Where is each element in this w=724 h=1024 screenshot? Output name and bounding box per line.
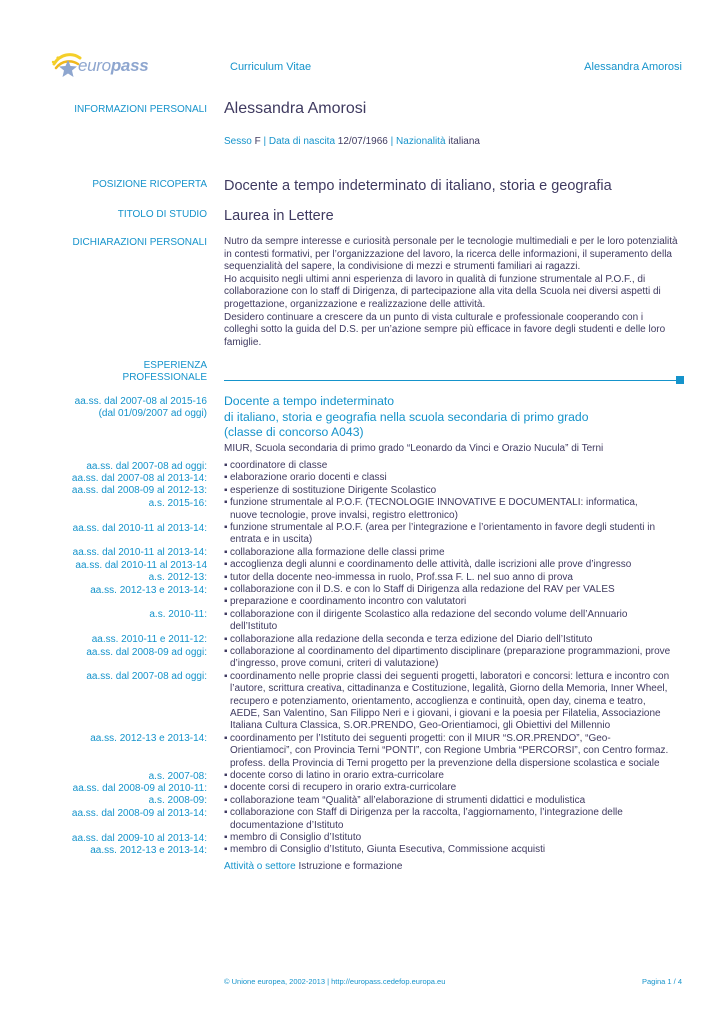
activity-item: [224, 671, 686, 683]
activity-text: documentazione d’Istituto: [230, 819, 344, 831]
activity-item: [224, 596, 686, 608]
activity-item: [224, 460, 686, 472]
activity-item-continuation: [224, 745, 686, 757]
bullet-icon: ▪: [224, 596, 228, 608]
activity-date: aa.ss. 2012-13 e 2013-14:: [90, 584, 207, 596]
position-value: Docente a tempo indeterminato di italiano, storia e geografia: [224, 178, 612, 194]
activity-item: [224, 547, 686, 559]
activity-text: l’autore, scrittura creativa, cittadinanza e Costituzione, legalità, Giorno della Memoria, Inner Wheel,: [230, 683, 668, 695]
statement-line: sequenzialità del sapere, la condivisione di mezzi e strumenti familiari ai ragazzi.: [224, 261, 581, 273]
footer-page-number: Pagina 1 / 4: [641, 977, 682, 986]
experience-label-line: ESPERIENZA: [143, 360, 207, 371]
separator: |: [390, 136, 394, 147]
activity-text: elaborazione orario docenti e classi: [230, 472, 387, 484]
activity-item: [224, 832, 686, 844]
activity-text: coordinamento per l’Istituto dei seguenti progetti: con il MIUR “S.OR.PRENDO”, “Geo-: [230, 732, 611, 744]
employer: MIUR, Scuola secondaria di primo grado “Leonardo da Vinci e Orazio Nucula” di Terni: [224, 443, 604, 454]
activity-item: [224, 807, 686, 819]
activity-date: aa.ss. dal 2009-10 al 2013-14:: [71, 832, 207, 844]
activity-text: accoglienza degli alunni e coordinamento delle attività, dalle iscrizioni alle prove d’ingresso: [230, 559, 632, 571]
bullet-icon: ▪: [224, 522, 228, 533]
bullet-icon: ▪: [224, 497, 228, 509]
activity-date: aa.ss. dal 2010-11 al 2013-14:: [72, 522, 207, 534]
activity-item: [224, 646, 686, 658]
experience-title: [224, 394, 589, 441]
activity-text: collaborazione con il D.S. e con lo Staff di Dirigenza alla redazione del RAV per VALES: [230, 584, 615, 595]
activity-item: [224, 733, 686, 745]
statement-text: [224, 236, 686, 349]
activity-item: [224, 485, 686, 497]
activity-text: Italiana Cultura Classica, S.OR.PRENDO, Geo-Orientiamoci, gli Obiettivi del Millennio: [230, 720, 611, 732]
bullet-icon: ▪: [224, 794, 228, 806]
activity-text: dell’Istituto: [230, 621, 278, 633]
activity-date: aa.ss. dal 2010-11 al 2013-14: [75, 559, 207, 571]
activity-text: collaborazione alla formazione delle classi prime: [230, 546, 445, 558]
bullet-icon: ▪: [224, 559, 228, 571]
activity-item-continuation: [224, 683, 686, 695]
activity-text: tutor della docente neo-immessa in ruolo, Prof.ssa F. L. nel suo anno di prova: [230, 571, 573, 583]
statement-line: collaborazione con lo staff di Dirigenza, di partecipazione alla vita della Scuola nei diversi aspetti di: [224, 286, 661, 298]
candidate-name: Alessandra Amorosi: [224, 100, 367, 117]
statement-label: DICHIARAZIONI PERSONALI: [72, 237, 207, 248]
experience-title-line: Docente a tempo indeterminato: [224, 394, 395, 408]
activity-date: aa.ss. dal 2008-09 ad oggi:: [86, 646, 207, 658]
experience-date-line: aa.ss. dal 2007-08 al 2015-16: [74, 396, 207, 407]
sex-value: F: [254, 136, 261, 147]
statement-line: Desidero continuare a crescere da un punto di vista culturale e professionale cooperando con i: [224, 311, 644, 323]
activity-item: [224, 782, 686, 794]
footer-copyright: © Unione europea, 2002-2013 | http://europass.cedefop.europa.eu: [224, 977, 446, 986]
bullet-icon: ▪: [224, 608, 228, 620]
activity-item: [224, 795, 686, 807]
activity-text: collaborazione team “Qualità” all’elaborazione di strumenti didattici e modulistica: [230, 794, 586, 806]
header-name: Alessandra Amorosi: [584, 61, 682, 73]
activity-date: aa.ss. dal 2007-08 ad oggi:: [86, 671, 207, 683]
page-header: [0, 0, 724, 100]
activity-item: [224, 522, 686, 534]
europass-logo: [50, 50, 160, 86]
experience-title-line: di italiano, storia e geografia nella scuola secondaria di primo grado: [224, 409, 589, 424]
activity-date: a.s. 2007-08:: [148, 770, 207, 782]
activity-date: a.s. 2008-09:: [148, 795, 207, 807]
activity-item-continuation: [224, 758, 686, 770]
activity-date: aa.ss. 2010-11 e 2011-12:: [91, 634, 207, 646]
activity-text: docente corsi di recupero in orario extra-curricolare: [230, 782, 457, 794]
activity-text: coordinamento nelle proprie classi dei seguenti progetti, laboratori e concorsi: lettura e incontro con: [230, 670, 670, 682]
separator: |: [263, 136, 267, 147]
degree-label: TITOLO DI STUDIO: [117, 209, 207, 220]
bullet-icon: ▪: [224, 844, 228, 856]
statement-line: Ho acquisito negli ultimi anni esperienza di lavoro in qualità di funzione strumentale al P.O.F., di: [224, 273, 646, 285]
activity-date: aa.ss. dal 2007-08 ad oggi:: [86, 460, 207, 472]
activity-text: nuove tecnologie, prove invalsi, registro elettronico): [230, 509, 458, 521]
sector-value: Istruzione e formazione: [298, 861, 403, 872]
bullet-icon: ▪: [224, 484, 228, 496]
activity-text: funzione strumentale al P.O.F. (TECNOLOGIE INNOVATIVE E DOCUMENTALI: informatica,: [230, 497, 638, 509]
personal-info-label: INFORMAZIONI PERSONALI: [74, 104, 207, 115]
activity-text: coordinatore di classe: [230, 460, 328, 471]
bullet-icon: ▪: [224, 460, 228, 471]
bullet-icon: ▪: [224, 670, 228, 682]
activity-text: collaborazione con Staff di Dirigenza per la raccolta, l’aggiornamento, l’integrazione delle: [230, 807, 623, 819]
activity-item: [224, 559, 686, 571]
activity-text: recupero e potenziamento, orientamento, accoglienza e continuità, open day, cinema e teatro,: [230, 695, 646, 707]
activity-text: collaborazione con il dirigente Scolastico alla redazione del secondo volume dell’Annuario: [230, 608, 628, 620]
experience-dates: [75, 396, 207, 419]
activity-item: [224, 770, 686, 782]
degree-value: Laurea in Lettere: [224, 208, 334, 224]
statement-line: Nutro da sempre interesse e curiosità personale per le tecnologie multimediali e per le loro potenzialità: [224, 236, 678, 247]
activity-text: entrata e in uscita): [230, 534, 313, 546]
experience-title-line: (classe di concorso A043): [224, 425, 364, 439]
personal-details: [224, 136, 686, 147]
activity-text: Orientiamoci”, con Provincia Terni “PONTI”, con Regione Umbria “PERCORSI”, con Centro formaz.: [230, 745, 669, 757]
bullet-icon: ▪: [224, 571, 228, 583]
activity-date: a.s. 2015-16:: [148, 497, 207, 509]
activity-item-continuation: [224, 658, 686, 670]
activity-text: esperienze di sostituzione Dirigente Scolastico: [230, 484, 437, 496]
activity-text: profess. della Provincia di Terni progetto per la prevenzione della dispersione scolastica e sociale: [230, 757, 660, 769]
activity-date: aa.ss. 2012-13 e 2013-14:: [90, 844, 207, 856]
sector-label: Attività o settore: [224, 861, 296, 872]
birth-value: 12/07/1966: [337, 136, 388, 147]
bullet-icon: ▪: [224, 633, 228, 645]
activity-item-continuation: [224, 621, 686, 633]
activity-text: membro di Consiglio d’Istituto: [230, 832, 362, 843]
experience-label: [123, 360, 207, 384]
activity-item: [224, 472, 686, 484]
activity-item-continuation: [224, 720, 686, 732]
bullet-icon: ▪: [224, 584, 228, 595]
activity-date: aa.ss. dal 2007-08 al 2013-14:: [71, 472, 207, 484]
europass-wordmark: europass: [78, 56, 149, 75]
activity-item: [224, 634, 686, 646]
birth-label: Data di nascita: [268, 136, 336, 147]
bullet-icon: ▪: [224, 832, 228, 843]
bullet-icon: ▪: [224, 782, 228, 794]
statement-line: famiglie.: [224, 336, 262, 348]
activity-item: [224, 609, 686, 621]
sector-line: [224, 861, 686, 872]
statement-line: progettazione, organizzazione e realizzazione delle attività.: [224, 298, 486, 310]
activity-date: aa.ss. 2012-13 e 2013-14:: [90, 733, 207, 745]
activity-text: docente corso di latino in orario extra-curricolare: [230, 770, 444, 781]
statement-line: in contesti formativi, per l’organizzazione del lavoro, la ricerca delle informazioni, il superamento della: [224, 248, 672, 260]
activity-item: [224, 844, 686, 856]
activity-text: d’ingresso, prove comuni, criteri di valutazione): [230, 658, 439, 670]
sex-label: Sesso: [224, 136, 252, 147]
activity-date: a.s. 2012-13:: [148, 572, 207, 584]
bullet-icon: ▪: [224, 732, 228, 744]
activity-text: AEDE, San Valentino, San Filippo Neri e i giovani, i giovani e la poesia per Filatelia, Associazione: [230, 708, 661, 719]
section-marker-icon: [676, 376, 684, 384]
section-divider: [224, 380, 676, 381]
activity-date: aa.ss. dal 2008-09 al 2012-13:: [71, 485, 207, 497]
activity-text: funzione strumentale al P.O.F. (area per l’integrazione e l’orientamento in favore degli studenti in: [230, 522, 656, 533]
activity-item: [224, 572, 686, 584]
activity-date: a.s. 2010-11:: [149, 609, 207, 621]
activity-item-continuation: [224, 820, 686, 832]
bullet-icon: ▪: [224, 807, 228, 819]
activity-text: collaborazione alla redazione della seconda e terza edizione del Diario dell’Istituto: [230, 633, 593, 645]
activity-item-continuation: [224, 510, 686, 522]
activity-item-continuation: [224, 708, 686, 720]
experience-label-line: PROFESSIONALE: [122, 372, 207, 383]
activity-text: preparazione e coordinamento incontro con valutatori: [230, 596, 467, 608]
bullet-icon: ▪: [224, 472, 228, 484]
header-cv-label: Curriculum Vitae: [230, 61, 312, 73]
nationality-value: italiana: [448, 136, 480, 147]
activity-date: aa.ss. dal 2008-09 al 2010-11:: [72, 782, 207, 794]
activity-date: aa.ss. dal 2008-09 al 2013-14:: [71, 807, 207, 819]
activity-date: aa.ss. dal 2010-11 al 2013-14:: [72, 547, 207, 559]
bullet-icon: ▪: [224, 770, 228, 781]
activity-item-continuation: [224, 534, 686, 546]
nationality-label: Nazionalità: [396, 136, 446, 147]
activity-item: [224, 584, 686, 596]
activity-text: membro di Consiglio d’Istituto, Giunta Esecutiva, Commissione acquisti: [230, 844, 546, 856]
statement-line: colleghi sotto la guida del D.S. per un’azione sempre più efficace in favore degli studenti e delle loro: [224, 324, 666, 336]
experience-date-line: (dal 01/09/2007 ad oggi): [98, 407, 207, 419]
activity-item: [224, 497, 686, 509]
activity-text: collaborazione al coordinamento del dipartimento disciplinare (preparazione programmazioni, prove: [230, 646, 671, 657]
bullet-icon: ▪: [224, 546, 228, 558]
bullet-icon: ▪: [224, 646, 228, 657]
activity-item-continuation: [224, 696, 686, 708]
position-label: POSIZIONE RICOPERTA: [92, 179, 207, 190]
